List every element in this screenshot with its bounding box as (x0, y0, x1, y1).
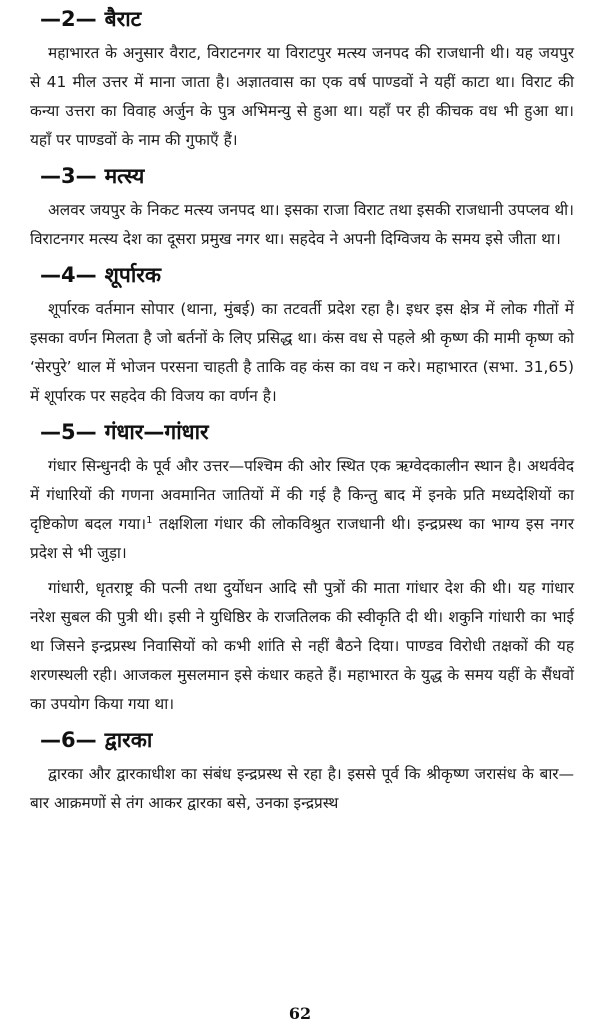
section-title: गंधार—गांधार (104, 420, 209, 444)
section-heading (40, 4, 574, 34)
section-heading (40, 725, 574, 755)
section-matsya (30, 161, 574, 254)
section-title: बैराट (104, 7, 142, 31)
paragraph: द्वारका और द्वारकाधीश का संबंध इन्द्रप्रस्थ से रहा है। इससे पूर्व कि श्रीकृष्ण जरासंध के बार—बार आक्रमणों से तंग आकर द्वारका बसे, उनका इन्द्रप्रस्थ (30, 765, 574, 812)
page-number: 62 (288, 1004, 312, 1023)
paragraph-text-continued: तक्षशिला गंधार की लोकविश्रुत राजधानी थी। इन्द्रप्रस्थ का भाग्य इस नगर प्रदेश से भी जुड़ा। (30, 515, 575, 562)
section-title: शूर्पारक (104, 263, 161, 287)
paragraph (30, 452, 574, 568)
footnote-marker: 1 (146, 514, 153, 526)
section-number: —4— (40, 263, 97, 287)
paragraph: महाभारत के अनुसार वैराट, विराटनगर या विराटपुर मत्स्य जनपद की राजधानी थी। यह जयपुर से 41 मील उत्तर में माना जाता है। अज्ञातवास का एक वर्ष पाण्डवों ने यहीं काटा था। विराट की कन्या उत्तरा का विवाह अर्जुन के पुत्र अभिमन्यु से हुआ था। यहाँ पर ही कीचक वध भी हुआ था। यहाँ पर पाण्डवों के नाम की गुफाएँ हैं। (30, 44, 574, 149)
section-heading (40, 260, 574, 290)
paragraph-text: गंधार सिन्धुनदी के पूर्व और उत्तर—पश्चिम की ओर स्थित एक ऋग्वेदकालीन स्थान है। अथर्ववेद में गंधारियों की गणना अवमानित जातियों में की गई है किन्तु बाद में इनके प्रति मध्यदेशियों का दृष्टिकोण बदल गया। (30, 457, 574, 533)
paragraph: शूर्पारक वर्तमान सोपार (थाना, मुंबई) का तटवर्ती प्रदेश रहा है। इधर इस क्षेत्र में लोक गीतों में इसका वर्णन मिलता है जो बर्तनों के लिए प्रसिद्ध था। कंस वध से पहले श्री कृष्ण की मामी कृष्ण को ‘सेरपुरे’ थाल में भोजन परसना चाहती है ताकि वह कंस का वध न करे। महाभारत (सभा. 31,65) में शूर्पारक पर सहदेव की विजय का वर्णन है। (30, 300, 574, 405)
section-dwarka (30, 725, 574, 818)
section-heading (40, 417, 574, 447)
section-number: —6— (40, 728, 97, 752)
section-bairat (30, 4, 574, 155)
section-number: —5— (40, 420, 97, 444)
section-title: मत्स्य (104, 164, 145, 188)
section-title: द्वारका (104, 728, 153, 752)
section-heading (40, 161, 574, 191)
section-number: —2— (40, 7, 97, 31)
section-shurparak (30, 260, 574, 411)
section-number: —3— (40, 164, 97, 188)
paragraph: अलवर जयपुर के निकट मत्स्य जनपद था। इसका राजा विराट तथा इसकी राजधानी उपप्लव थी। विराटनगर मत्स्य देश का दूसरा प्रमुख नगर था। सहदेव ने अपनी दिग्विजय के समय इसे जीता था। (30, 201, 574, 248)
paragraph: गांधारी, धृतराष्ट्र की पत्नी तथा दुर्योधन आदि सौ पुत्रों की माता गांधार देश की थी। यह गांधार नरेश सुबल की पुत्री थी। इसी ने युधिष्ठिर के राजतिलक की स्वीकृति दी थी। शकुनि गांधारी का भाई था जिसने इन्द्रप्रस्थ निवासियों को कभी शांति से नहीं बैठने दिया। पाण्डव विरोधी तक्षकों की यह शरणस्थली रही। आजकल मुसलमान इसे कंधार कहते हैं। महाभारत के युद्ध के समय यहीं के सैंधवों का उपयोग किया गया था। (30, 579, 574, 713)
section-gandhar (30, 417, 574, 719)
